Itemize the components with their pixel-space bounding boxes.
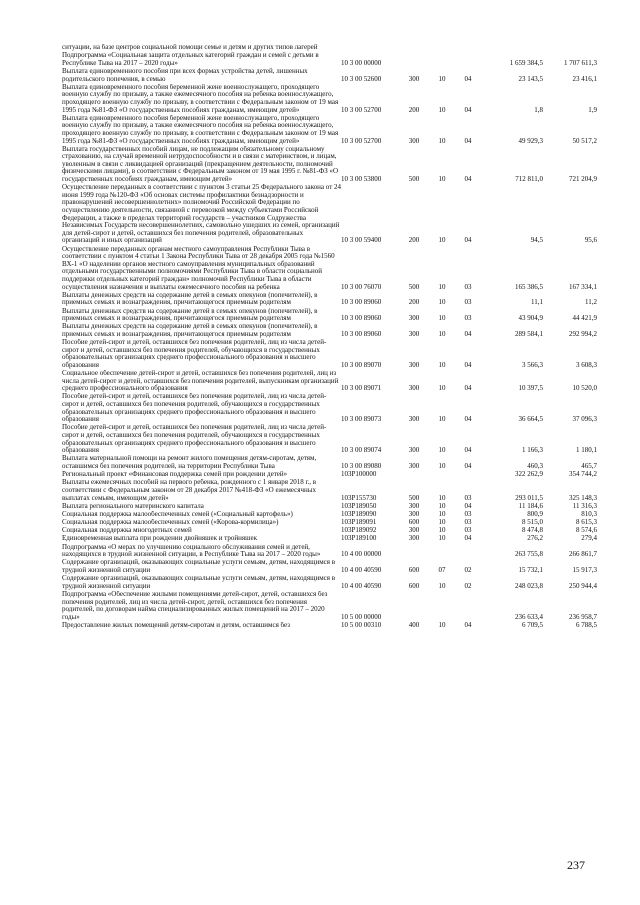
row-section: 10 xyxy=(438,236,446,245)
row-value-2: 3 608,3 xyxy=(576,360,597,369)
table-row xyxy=(62,308,597,324)
row-code: 10 5 00 00310 xyxy=(341,620,382,629)
row-section: 10 xyxy=(438,314,446,323)
row-subsection: 04 xyxy=(464,74,472,83)
table-row xyxy=(62,519,597,527)
row-value-1: 11,1 xyxy=(531,298,543,307)
row-subsection: 03 xyxy=(464,314,472,323)
row-value-1: 800,9 xyxy=(527,509,543,518)
table-row xyxy=(62,559,597,575)
row-name: Пособие детей-сирот и детей, оставшихся без попечения родителей, лиц из числа детей-сирот и детей, оставшихся без попечения родителей, обучающихся в государственных образовательных организациях среднего профессионального образования и высшего образования xyxy=(62,393,327,424)
row-section: 07 xyxy=(438,566,446,575)
row-section xyxy=(429,471,455,479)
table-row xyxy=(62,292,597,308)
row-subsection xyxy=(455,52,481,68)
row-value-1: 23 143,5 xyxy=(518,74,543,83)
row-subsection: 04 xyxy=(464,534,472,543)
row-section: 10 xyxy=(438,415,446,424)
row-value-1: 236 633,4 xyxy=(515,612,543,621)
row-name: Выплаты денежных средств на содержание детей в семьях опекунов (попечителей), в приемных семьях и вознаграждения, причитающегося приемным родителям xyxy=(62,307,318,323)
row-value-2: 11,2 xyxy=(585,298,597,307)
row-value-2: 44 421,9 xyxy=(572,314,597,323)
row-code: 103P189091 xyxy=(341,518,377,527)
row-expense-type: 300 xyxy=(408,384,420,393)
row-name: Социальная поддержка малообеспеченных семей («Корова-кормилица») xyxy=(62,519,279,527)
row-subsection: 04 xyxy=(464,415,472,424)
row-code: 10 3 00 89070 xyxy=(341,360,382,369)
row-name: Подпрограмма «О мерах по улучшению социального обслуживания семей и детей, находящихся в трудной жизненной ситуации, в Республике Тыва на 2017 – 2020 годы» xyxy=(62,543,321,559)
table-row xyxy=(62,370,597,393)
row-section xyxy=(429,544,455,560)
row-name: Подпрограмма «Социальная защита отдельных категорий граждан и семей с детьми в Республике Тыва на 2017 – 2020 годы» xyxy=(62,52,319,67)
row-expense-type: 300 xyxy=(408,329,420,338)
row-section: 10 xyxy=(438,509,446,518)
row-value-2: 325 148,3 xyxy=(569,493,597,502)
table-row xyxy=(62,575,597,591)
row-value-2: 10 520,0 xyxy=(572,384,597,393)
row-code: 10 3 00 89073 xyxy=(341,415,382,424)
row-subsection: 04 xyxy=(464,175,472,184)
row-value-1: 8 515,0 xyxy=(522,518,543,527)
row-value-1: 8 474,8 xyxy=(522,526,543,535)
row-subsection: 04 xyxy=(464,360,472,369)
row-code: 10 3 00 00000 xyxy=(341,58,382,67)
row-expense-type: 500 xyxy=(408,493,420,502)
row-section: 10 xyxy=(438,136,446,145)
row-subsection xyxy=(455,544,481,560)
row-name: Выплаты денежных средств на содержание детей в семьях опекунов (попечителей), в приемных семьях и вознаграждения, причитающегося приемным родителям xyxy=(62,291,318,307)
row-expense-type: 300 xyxy=(408,461,420,470)
row-name: Выплата регионального материнского капитала xyxy=(62,502,204,510)
row-value-1: 293 011,5 xyxy=(515,493,543,502)
table-row xyxy=(62,535,597,543)
row-code: 10 4 00 40590 xyxy=(341,566,382,575)
row-section: 10 xyxy=(438,175,446,184)
row-value-2: 236 958,7 xyxy=(569,612,597,621)
row-expense-type: 600 xyxy=(408,581,420,590)
row-value-1: 289 584,1 xyxy=(515,329,543,338)
row-section: 10 xyxy=(438,493,446,502)
row-section: 10 xyxy=(438,461,446,470)
row-value-2: 50 517,2 xyxy=(572,136,597,145)
row-value-1: 276,2 xyxy=(527,534,543,543)
table-row xyxy=(62,184,597,245)
row-code: 10 3 00 52700 xyxy=(341,136,382,145)
row-expense-type: 200 xyxy=(408,236,420,245)
row-subsection: 02 xyxy=(464,581,472,590)
row-name: Пособие детей-сирот и детей, оставшихся без попечения родителей, лиц из числа детей-сирот и детей, оставшихся без попечения родителей, обучающихся в государственных образовательных организациях среднего профессионального образования и высшего образования xyxy=(62,424,327,455)
row-value-2: 354 744,2 xyxy=(569,470,597,479)
row-subsection: 04 xyxy=(464,620,472,629)
row-name: Выплата единовременного пособия беременной жене военнослужащего, проходящего военную службу по призыву, а также ежемесячного пособия на ребенка военнослужащего, проходящего военную службу по призыву, в соответствии с Федеральным законом от 19 мая 1995 года №81-ФЗ «О государственных пособиях гражданам, имеющим детей» xyxy=(62,83,339,114)
table-row xyxy=(62,115,597,146)
row-value-1: 248 023,8 xyxy=(515,581,543,590)
row-expense-type: 500 xyxy=(408,175,420,184)
row-value-1 xyxy=(481,44,543,52)
row-code: 10 3 00 89060 xyxy=(341,314,382,323)
row-subsection: 04 xyxy=(464,384,472,393)
table-row xyxy=(62,339,597,370)
table-row xyxy=(62,471,597,479)
row-code: 103P189100 xyxy=(341,534,377,543)
row-code: 10 3 00 59400 xyxy=(341,236,382,245)
row-name: Осуществление переданных в соответствии с пунктом 3 статьи 25 Федерального закона от 24 июня 1999 года №120-ФЗ «Об основах системы профилактики безнадзорности и правонарушений несовершеннолетних» полномочий Российской Федерации по осуществлению деятельности, связанной с перевозкой между субъектами Российской Федерации, а также в пределах территорий государств – участников Содружества Независимых Государств несовершеннолетних, самовольно ушедших из семей, организаций для детей-сирот и детей, оставшихся без попечения родителей, образовательных организаций и иных организаций xyxy=(62,184,341,245)
table-row xyxy=(62,424,597,455)
row-value-2: 721 204,9 xyxy=(569,175,597,184)
row-name: Единовременная выплата при рождении двойняшек и тройняшек xyxy=(62,535,258,543)
row-section: 10 xyxy=(438,620,446,629)
row-subsection xyxy=(455,44,481,52)
row-section xyxy=(429,591,455,622)
row-subsection: 04 xyxy=(464,236,472,245)
row-value-1: 94,5 xyxy=(530,236,543,245)
row-code: 10 3 00 89074 xyxy=(341,446,382,455)
row-expense-type: 200 xyxy=(408,105,420,114)
row-value-2: 8 574,6 xyxy=(576,526,597,535)
row-value-2: 8 615,3 xyxy=(576,518,597,527)
row-section: 10 xyxy=(438,526,446,535)
row-subsection xyxy=(455,591,481,622)
row-name: Осуществление переданных органам местного самоуправления Республики Тыва в соответствии с пунктом 4 статьи 1 Закона Республики Тыва от 28 декабря 2005 года №1560 ВХ-1 «О наделении органов местного самоуправления муниципальных образований отдельными государственными полномочиями Республики Тыва в области социальной поддержки отдельных категорий граждан» полномочий Республики Тыва в области осуществления назначения и выплаты ежемесячного пособия на ребенка xyxy=(62,245,335,291)
row-code: 103P155730 xyxy=(341,493,377,502)
row-value-2: 37 096,3 xyxy=(572,415,597,424)
row-subsection: 04 xyxy=(464,329,472,338)
row-section: 10 xyxy=(438,360,446,369)
row-value-2: 23 416,1 xyxy=(572,74,597,83)
table-row xyxy=(62,511,597,519)
row-code: 103P189092 xyxy=(341,526,377,535)
row-subsection: 02 xyxy=(464,566,472,575)
row-code: 10 3 00 89080 xyxy=(341,461,382,470)
row-value-1: 460,3 xyxy=(527,461,543,470)
row-value-2: 6 788,5 xyxy=(576,620,597,629)
row-section: 10 xyxy=(438,384,446,393)
row-value-1: 322 262,9 xyxy=(515,470,543,479)
row-expense-type: 600 xyxy=(408,518,420,527)
row-name: Содержание организаций, оказывающих социальные услуги семьям, детям, находящимся в трудной жизненной ситуации xyxy=(62,559,336,575)
row-name: Выплаты денежных средств на содержание детей в семьях опекунов (попечителей), в приемных семьях и вознаграждения, причитающегося приемным родителям xyxy=(62,323,318,338)
row-expense-type xyxy=(399,471,429,479)
row-value-2: 1 707 611,3 xyxy=(564,58,597,67)
row-value-1: 36 664,5 xyxy=(518,415,543,424)
row-value-2: 167 334,1 xyxy=(569,282,597,291)
row-expense-type: 300 xyxy=(408,526,420,535)
row-code: 10 3 00 52700 xyxy=(341,105,382,114)
row-subsection: 04 xyxy=(464,446,472,455)
row-code: 10 5 00 00000 xyxy=(341,612,382,621)
row-value-2: 15 917,3 xyxy=(572,566,597,575)
table-row xyxy=(62,393,597,424)
row-section xyxy=(429,44,455,52)
table-row xyxy=(62,84,597,115)
table-row xyxy=(62,591,597,622)
row-subsection: 04 xyxy=(464,136,472,145)
row-subsection: 04 xyxy=(464,105,472,114)
row-value-2: 279,4 xyxy=(581,534,597,543)
budget-table xyxy=(62,44,597,630)
row-name: Выплата материальной помощи на ремонт жилого помещения детям-сиротам, детям, оставшимся без попечения родителей, на территории Республики Тыва xyxy=(62,455,317,470)
row-code xyxy=(341,44,399,52)
row-section xyxy=(429,52,455,68)
table-row xyxy=(62,68,597,84)
row-section: 10 xyxy=(438,329,446,338)
row-code: 10 3 00 89060 xyxy=(341,298,382,307)
page-number: 237 xyxy=(567,858,585,872)
row-expense-type: 300 xyxy=(408,136,420,145)
table-row xyxy=(62,503,597,511)
table-row xyxy=(62,455,597,471)
row-value-2: 95,6 xyxy=(584,236,597,245)
table-row xyxy=(62,622,597,630)
row-name: Выплата единовременного пособия беременной жене военнослужащего, проходящего военную службу по призыву, а также ежемесячного пособия на ребенка военнослужащего, проходящего военную службу по призыву, в соответствии с Федеральным законом от 19 мая 1995 года №81-ФЗ «О государственных пособиях гражданам, имеющим детей» xyxy=(62,114,339,145)
row-expense-type: 500 xyxy=(408,282,420,291)
table-row xyxy=(62,527,597,535)
row-section: 10 xyxy=(438,446,446,455)
row-value-2 xyxy=(543,44,597,52)
row-name: ситуации, на базе центров социальной помощи семье и детям и других типов лагерей xyxy=(62,44,318,51)
row-name: Предоставление жилых помещений детям-сиротам и детям, оставшимся без xyxy=(62,621,290,629)
row-value-2: 1 180,1 xyxy=(576,446,597,455)
row-code: 10 4 00 40590 xyxy=(341,581,382,590)
row-value-1: 49 929,3 xyxy=(518,136,543,145)
row-name: Социальная поддержка малообеспеченных семей («Социальный картофель») xyxy=(62,510,293,518)
row-section: 10 xyxy=(438,105,446,114)
row-expense-type: 300 xyxy=(408,415,420,424)
row-value-1: 1 659 384,5 xyxy=(509,58,543,67)
row-value-1: 43 904,9 xyxy=(518,314,543,323)
row-expense-type: 400 xyxy=(408,620,420,629)
row-name: Содержание организаций, оказывающих социальные услуги семьям, детям, находящимся в трудной жизненной ситуации xyxy=(62,575,336,590)
row-section: 10 xyxy=(438,74,446,83)
table-row xyxy=(62,246,597,292)
row-subsection xyxy=(455,471,481,479)
row-subsection: 03 xyxy=(464,493,472,502)
row-section: 10 xyxy=(438,518,446,527)
row-subsection: 03 xyxy=(464,526,472,535)
row-subsection: 04 xyxy=(464,461,472,470)
row-value-2: 465,7 xyxy=(581,461,597,470)
row-code: 10 3 00 53800 xyxy=(341,175,382,184)
row-name: Региональный проект «Финансовая поддержка семей при рождении детей» xyxy=(62,471,288,479)
table-row xyxy=(62,323,597,339)
row-section: 10 xyxy=(438,501,446,510)
row-expense-type: 300 xyxy=(408,446,420,455)
row-expense-type xyxy=(399,591,429,622)
row-value-2: 250 944,4 xyxy=(569,581,597,590)
row-expense-type: 600 xyxy=(408,566,420,575)
row-code: 10 3 00 76070 xyxy=(341,282,382,291)
row-expense-type: 300 xyxy=(408,360,420,369)
row-name: Подпрограмма «Обеспечение жилыми помещениями детей-сирот, детей, оставшихся без попечения родителей, лиц из числа детей-сирот, детей, оставшихся без попечения родителей, по договорам найма специализированных жилых помещений на 2017 – 2020 годы» xyxy=(62,591,328,621)
row-expense-type: 300 xyxy=(408,314,420,323)
row-expense-type: 300 xyxy=(408,534,420,543)
row-value-2: 1,9 xyxy=(588,105,597,114)
row-value-1: 712 811,0 xyxy=(515,175,543,184)
row-expense-type xyxy=(399,52,429,68)
row-code: 10 3 00 89060 xyxy=(341,329,382,338)
row-value-2: 810,3 xyxy=(581,509,597,518)
row-subsection: 03 xyxy=(464,518,472,527)
row-value-1: 165 386,5 xyxy=(515,282,543,291)
row-section: 10 xyxy=(438,534,446,543)
row-expense-type: 300 xyxy=(408,74,420,83)
row-name: Социальная поддержка многодетных семей xyxy=(62,527,192,535)
row-value-1: 1 166,3 xyxy=(522,446,543,455)
row-subsection: 03 xyxy=(464,282,472,291)
row-value-2: 11 316,3 xyxy=(572,501,597,510)
table-row xyxy=(62,52,597,68)
table-row xyxy=(62,146,597,185)
row-name: Выплата государственных пособий лицам, не подлежащим обязательному социальному страхованию, на случай временной нетрудоспособности и в связи с материнством, и лицам, уволенным в связи с ликвидацией организаций (прекращением деятельности, полномочий физическими лицами), в соответствии с Федеральным законом от 19 мая 1995 г. №81-ФЗ «О государственных пособиях гражданам, имеющим детей» xyxy=(62,145,339,184)
row-code: 103P100000 xyxy=(341,470,377,479)
row-expense-type xyxy=(399,44,429,52)
row-expense-type: 200 xyxy=(408,298,420,307)
row-name: Социальное обеспечение детей-сирот и детей, оставшихся без попечения родителей, лиц из числа детей-сирот и детей, оставшихся без попечения родителей, выпускникам организаций среднего профессионального образования xyxy=(62,370,339,393)
row-code: 10 4 00 00000 xyxy=(341,550,382,559)
table-row xyxy=(62,479,597,502)
row-section: 10 xyxy=(438,282,446,291)
row-name: Пособие детей-сирот и детей, оставшихся без попечения родителей, лиц из числа детей-сирот и детей, оставшихся без попечения родителей, обучающихся в государственных образовательных организациях среднего профессионального образования и высшего образования xyxy=(62,339,327,369)
row-code: 103P189050 xyxy=(341,501,377,510)
row-value-1: 15 732,1 xyxy=(518,566,543,575)
row-section: 10 xyxy=(438,581,446,590)
row-value-1: 6 709,5 xyxy=(522,620,543,629)
row-code: 10 3 00 89071 xyxy=(341,384,382,393)
row-name: Выплаты ежемесячных пособий на первого ребенка, рожденного с 1 января 2018 г., в соответствии с Федеральным законом от 28 декабря 2017 №418-ФЗ «О ежемесячных выплатах семьям, имеющим детей» xyxy=(62,479,317,502)
row-section: 10 xyxy=(438,298,446,307)
row-value-1: 10 397,5 xyxy=(518,384,543,393)
row-expense-type: 300 xyxy=(408,509,420,518)
table-row xyxy=(62,44,597,52)
row-code: 10 3 00 52600 xyxy=(341,74,382,83)
row-value-1: 3 566,3 xyxy=(522,360,543,369)
row-name: Выплата единовременного пособия при всех формах устройства детей, лишенных родительского попечения, в семью xyxy=(62,67,308,83)
row-subsection: 03 xyxy=(464,509,472,518)
row-subsection: 04 xyxy=(464,501,472,510)
table-row xyxy=(62,544,597,560)
row-value-1: 1,8 xyxy=(534,105,543,114)
row-value-2: 292 994,2 xyxy=(569,329,597,338)
row-expense-type xyxy=(399,544,429,560)
row-expense-type: 300 xyxy=(408,501,420,510)
row-subsection: 03 xyxy=(464,298,472,307)
row-value-1: 263 755,8 xyxy=(515,550,543,559)
row-value-2: 266 861,7 xyxy=(569,550,597,559)
row-code: 103P189090 xyxy=(341,509,377,518)
row-value-1: 11 184,6 xyxy=(518,501,543,510)
